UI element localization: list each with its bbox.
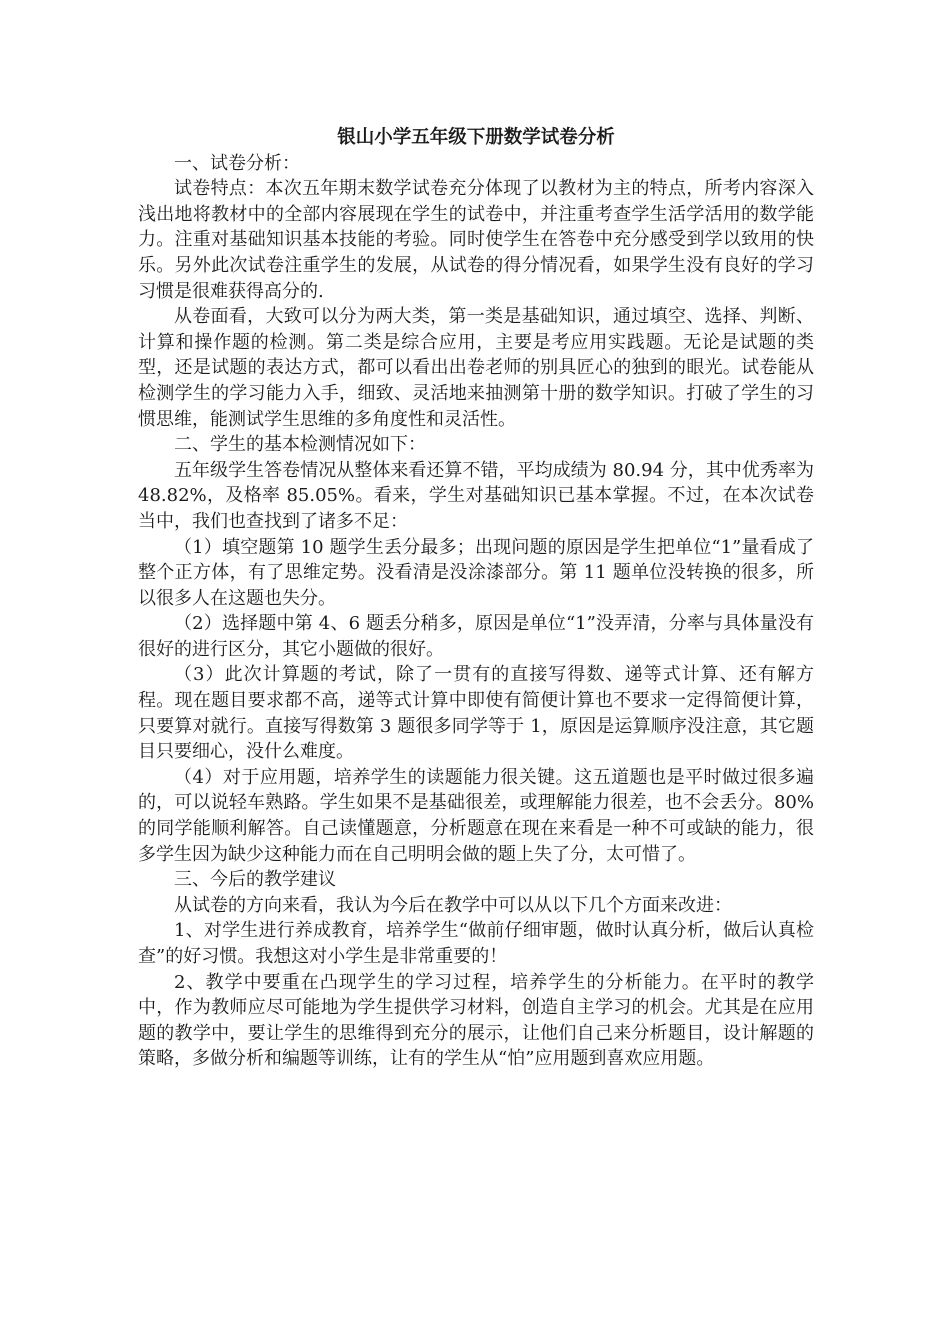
paragraph-paper-features: 试卷特点：本次五年期末数学试卷充分体现了以教材为主的特点，所考内容深入浅出地将教材中的全部内容展现在学生的试卷中，并注重考查学生活学活用的数学能力。注重对基础知识基本技能的考验。同时使学生在答卷中充分感受到学以致用的快乐。另外此次试卷注重学生的发展，从试卷的得分情况看，如果学生没有良好的学习习惯是很难获得高分的.: [138, 178, 814, 302]
paragraph-paper-overview: 从卷面看，大致可以分为两大类，第一类是基础知识，通过填空、选择、判断、计算和操作题的检测。第二类是综合应用，主要是考应用实践题。无论是试题的类型，还是试题的表达方式，都可以看出出卷老师的别具匠心的独到的眼光。试卷能从检测学生的学习能力入手，细致、灵活地来抽测第十册的数学知识。打破了学生的习惯思维，能测试学生思维的多角度性和灵活性。: [138, 306, 814, 430]
paragraph-suggestion-intro: 从试卷的方向来看，我认为今后在教学中可以从以下几个方面来改进：: [174, 894, 732, 916]
paragraph-score-summary: 五年级学生答卷情况从整体来看还算不错，平均成绩为 80.94 分，其中优秀率为 48.82%，及格率 85.05%。看来，学生对基础知识已基本掌握。不过，在本次试卷当中，我们也查找到了诸多不足：: [138, 459, 814, 532]
section-heading-student-results: 二、学生的基本检测情况如下：: [174, 434, 426, 456]
document-body: [138, 118, 814, 1072]
section-heading-paper-analysis: 一、试卷分析：: [174, 152, 300, 174]
paragraph-suggestion-1: 1、对学生进行养成教育，培养学生“做前仔细审题，做时认真分析，做后认真检查”的好习惯。我想这对小学生是非常重要的！: [138, 920, 814, 967]
paragraph-suggestion-2: 2、教学中要重在凸现学生的学习过程，培养学生的分析能力。在平时的教学中，作为教师应尽可能地为学生提供学习材料，创造自主学习的机会。尤其是在应用题的教学中，要让学生的思维得到充分的展示，让他们自己来分析题目，设计解题的策略，多做分析和编题等训练，让有的学生从“怕”应用题到喜欢应用题。: [138, 971, 814, 1070]
paragraph-item-3: （3）此次计算题的考试，除了一贯有的直接写得数、递等式计算、还有解方程。现在题目要求都不高，递等式计算中即使有简便计算也不要求一定得简便计算，只要算对就行。直接写得数第 3 题很多同学等于 1，原因是运算顺序没注意，其它题目只要细心，没什么难度。: [138, 664, 814, 763]
section-heading-teaching-suggestions: 三、今后的教学建议: [174, 869, 336, 891]
paragraph-item-1: （1）填空题第 10 题学生丢分最多；出现问题的原因是学生把单位“1”量看成了整个正方体，有了思维定势。没看清是没涂漆部分。第 11 题单位没转换的很多，所以很多人在这题也失分。: [138, 536, 814, 609]
paragraph-item-4: （4）对于应用题，培养学生的读题能力很关键。这五道题也是平时做过很多遍的，可以说轻车熟路。学生如果不是基础很差，或理解能力很差，也不会丢分。80%的同学能顺利解答。自己读懂题意，分析题意在现在来看是一种不可或缺的能力，很多学生因为缺少这种能力而在自己明明会做的题上失了分，太可惜了。: [138, 766, 814, 865]
document-title: 银山小学五年级下册数学试卷分析: [337, 127, 615, 148]
paragraph-item-2: （2）选择题中第 4、6 题丢分稍多，原因是单位“1”没弄清，分率与具体量没有很好的进行区分，其它小题做的很好。: [138, 613, 814, 660]
